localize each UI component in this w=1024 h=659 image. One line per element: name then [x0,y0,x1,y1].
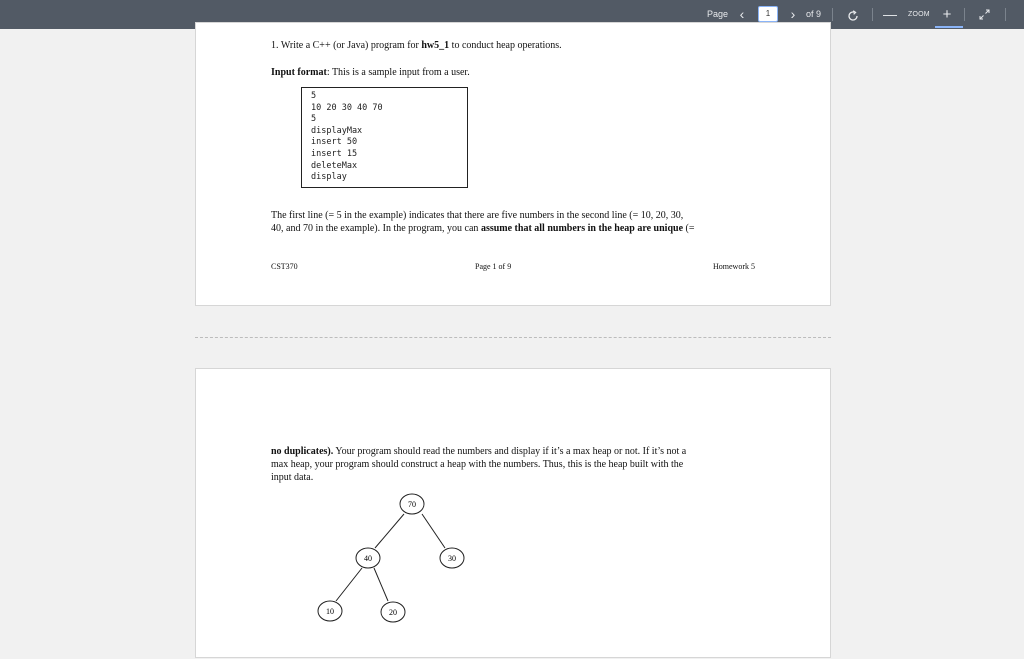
footer-title: Homework 5 [713,262,755,271]
node-label: 70 [408,500,416,509]
paragraph-line-2 [271,223,695,234]
next-page-button[interactable]: › [790,6,796,22]
text-line-2: max heap, your program should construct a heap with the numbers. Thus, this is the heap built with the [271,459,684,470]
page-count: of 9 [806,9,822,19]
zoom-in-button[interactable]: + [942,6,952,23]
text-line-1-bold: no duplicates). [271,446,334,457]
tree-node [356,548,380,568]
tree-node [440,548,464,568]
question-number: 1. [271,40,279,51]
zoom-label[interactable]: ZOOM [908,11,930,18]
edge-40-10 [336,568,362,601]
input-format-label: Input format [271,67,327,78]
edge-70-40 [375,514,404,548]
pdf-page-1 [195,22,831,306]
heap-tree-diagram [196,369,832,659]
footer-course: CST370 [271,262,298,271]
node-label: 40 [364,554,372,563]
pdf-page-2 [195,368,831,658]
question-line [271,40,562,51]
tree-node [318,601,342,621]
input-format-line [271,67,470,78]
toolbar-divider [832,8,833,21]
previous-page-button[interactable]: ‹ [739,6,745,22]
code-line: 10 20 30 40 70 [311,102,383,113]
paragraph-bold: assume that all numbers in the heap are unique [480,223,684,234]
code-line: displayMax [311,125,363,136]
code-line: insert 50 [311,137,358,148]
edge-40-20 [374,568,388,601]
paragraph-text: 40, and 70 in the example). In the program, you can [271,223,481,234]
zoom-out-button[interactable]: — [883,6,897,22]
input-format-text: : This is a sample input from a user. [326,67,470,78]
question-text-end: to conduct heap operations. [449,40,562,51]
toolbar-divider [964,8,965,21]
node-label: 10 [326,607,334,616]
footer-page-number: Page 1 of 9 [475,262,512,271]
code-line: display [311,172,347,183]
code-line: insert 15 [311,148,358,159]
toolbar-divider [872,8,873,21]
node-label: 30 [448,554,456,563]
hw-name: hw5_1 [421,40,450,51]
toolbar-divider [1005,8,1006,21]
tree-edges [336,514,445,601]
paragraph-line-1: The first line (= 5 in the example) indicates that there are five numbers in the second line (= 10, 20, 30, [271,210,684,221]
tree-node [400,494,424,514]
code-line: 5 [311,114,317,125]
tree-node [381,602,405,622]
question-text: Write a C++ (or Java) program for [280,40,422,51]
text-line-1-rest: Your program should read the numbers and display if it’s a max heap or not. If it’s not a [333,446,687,457]
rotate-button[interactable] [845,0,861,29]
fit-page-button[interactable] [976,0,992,29]
text-line-3: input data. [271,472,314,483]
page-number-input[interactable] [758,6,778,22]
edge-70-30 [422,514,445,548]
sample-input-box [301,87,468,188]
paragraph-text-end: (= [683,223,695,234]
code-line: 5 [311,91,317,101]
expand-icon [979,9,990,20]
page-label: Page [707,9,729,19]
node-label: 20 [389,608,397,617]
page-break-divider [195,337,831,338]
code-line: deleteMax [311,160,358,171]
rotate-icon [847,10,859,22]
